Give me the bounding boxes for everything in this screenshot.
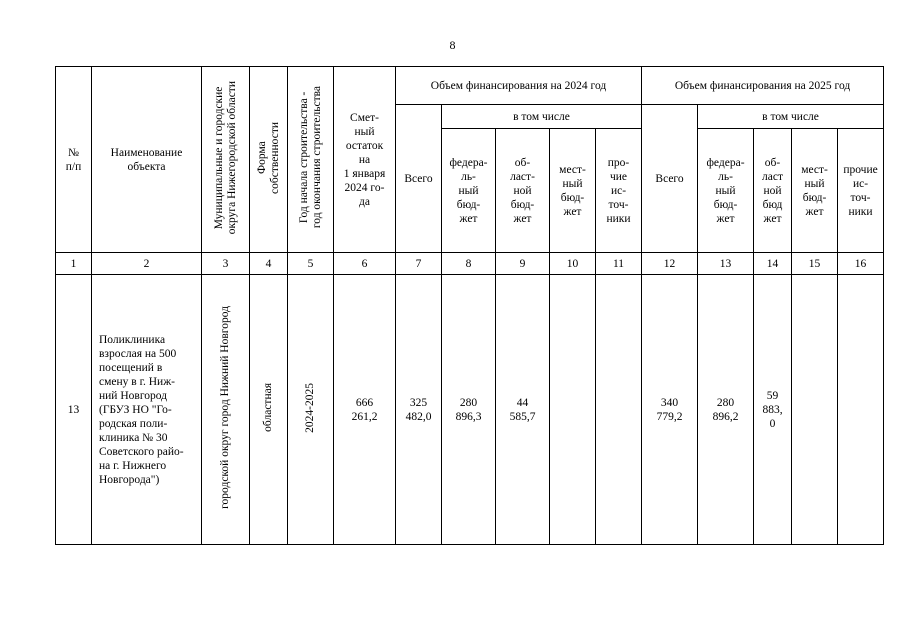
header-federal-2025: федера- ль- ный бюд- жет xyxy=(698,129,754,253)
column-number: 13 xyxy=(698,253,754,275)
header-estimated-balance: Смет- ный остаток на 1 января 2024 го- да xyxy=(334,67,396,253)
header-construction-years: Год начала строительства - год окончания строительства xyxy=(288,67,334,253)
header-other-2024: про- чие ис- точ- ники xyxy=(596,129,642,253)
financing-table xyxy=(55,66,884,545)
header-federal-2024: федера- ль- ный бюд- жет xyxy=(442,129,496,253)
table-row xyxy=(56,275,884,545)
other-2025 xyxy=(838,275,884,545)
column-number: 1 xyxy=(56,253,92,275)
header-financing-2024: Объем финансирования на 2024 год xyxy=(396,67,642,105)
page-number: 8 xyxy=(449,38,456,52)
column-number: 16 xyxy=(838,253,884,275)
header-regional-2025: об- ласт ной бюд жет xyxy=(754,129,792,253)
column-number: 10 xyxy=(550,253,596,275)
header-municipality: Муниципальные и городские округа Нижегородской области xyxy=(202,67,250,253)
header-local-2025: мест- ный бюд- жет xyxy=(792,129,838,253)
years-cell xyxy=(288,275,334,545)
column-number: 12 xyxy=(642,253,698,275)
ownership-text: областная xyxy=(262,383,274,432)
column-number: 11 xyxy=(596,253,642,275)
header-ownership: Форма собственности xyxy=(250,67,288,253)
federal-2025: 280 896,2 xyxy=(698,275,754,545)
header-including-2025: в том числе xyxy=(698,105,884,129)
object-name: Поликлиника взрослая на 500 посещений в смену в г. Ниж- ний Новгород (ГБУЗ НО "Го- родская поли- клиника № 30 Советского райо- на г. Нижнего Новгорода") xyxy=(92,275,202,545)
header-regional-2024: об- ласт- ной бюд- жет xyxy=(496,129,550,253)
header-financing-2025: Объем финансирования на 2025 год xyxy=(642,67,884,105)
column-number: 14 xyxy=(754,253,792,275)
local-2025 xyxy=(792,275,838,545)
municipality-cell xyxy=(202,275,250,545)
header-row-1 xyxy=(56,67,884,105)
header-row-number: № п/п xyxy=(56,67,92,253)
header-total-2024: Всего xyxy=(396,105,442,253)
federal-2024: 280 896,3 xyxy=(442,275,496,545)
row-number: 13 xyxy=(56,275,92,545)
regional-2025: 59 883, 0 xyxy=(754,275,792,545)
column-number-row xyxy=(56,253,884,275)
years-text: 2024-2025 xyxy=(304,382,316,433)
total-2025: 340 779,2 xyxy=(642,275,698,545)
column-number: 15 xyxy=(792,253,838,275)
column-number: 8 xyxy=(442,253,496,275)
header-total-2025: Всего xyxy=(642,105,698,253)
header-object-name: Наименование объекта xyxy=(92,67,202,253)
column-number: 3 xyxy=(202,253,250,275)
municipality-text: городской округ город Нижний Новгород xyxy=(219,306,231,509)
estimated-balance: 666 261,2 xyxy=(334,275,396,545)
total-2024: 325 482,0 xyxy=(396,275,442,545)
column-number: 9 xyxy=(496,253,550,275)
column-number: 7 xyxy=(396,253,442,275)
column-number: 2 xyxy=(92,253,202,275)
local-2024 xyxy=(550,275,596,545)
header-including-2024: в том числе xyxy=(442,105,642,129)
other-2024 xyxy=(596,275,642,545)
column-number: 4 xyxy=(250,253,288,275)
header-other-2025: прочие ис- точ- ники xyxy=(838,129,884,253)
regional-2024: 44 585,7 xyxy=(496,275,550,545)
column-number: 5 xyxy=(288,253,334,275)
header-local-2024: мест- ный бюд- жет xyxy=(550,129,596,253)
column-number: 6 xyxy=(334,253,396,275)
ownership-cell xyxy=(250,275,288,545)
